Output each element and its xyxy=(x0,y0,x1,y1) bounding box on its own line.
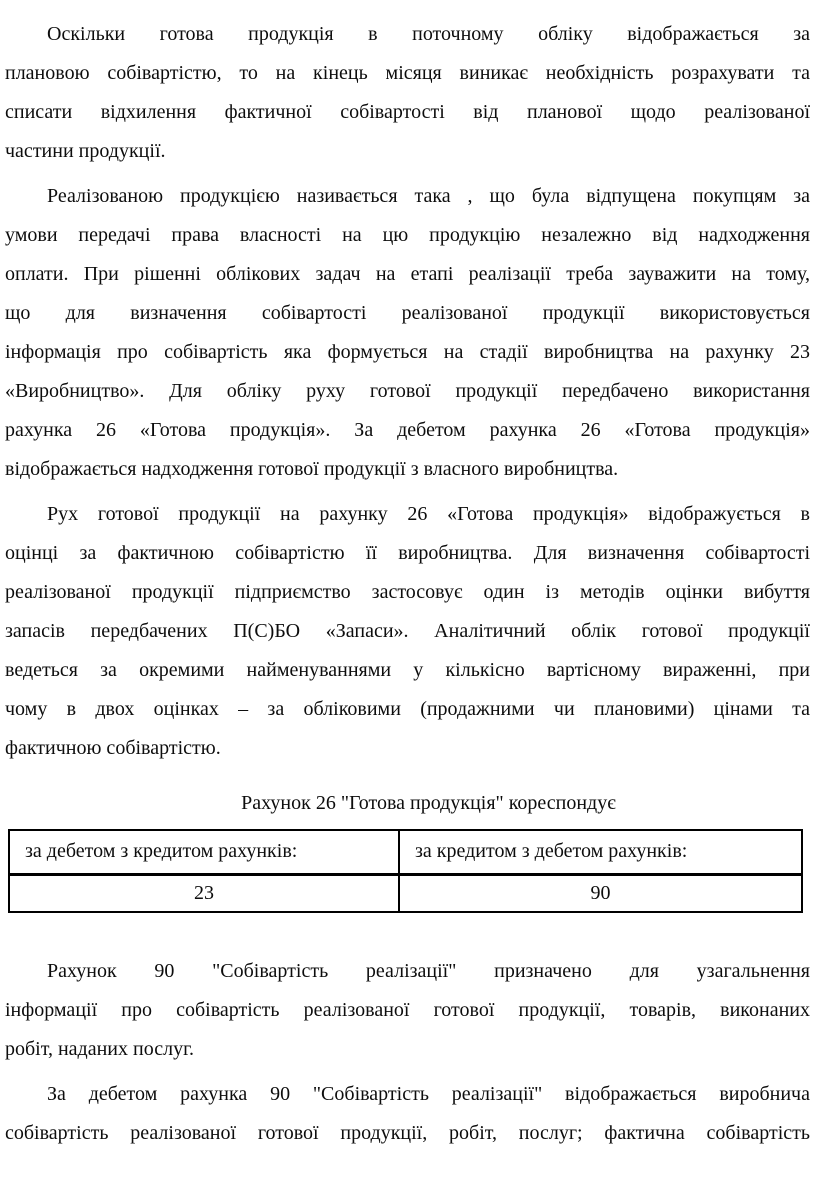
table-value-debit: 23 xyxy=(9,874,399,912)
table-header-credit: за кредитом з дебетом рахунків: xyxy=(399,830,802,874)
table-header-row xyxy=(9,830,802,874)
correspondence-table xyxy=(8,829,803,913)
paragraph-account-90-purpose xyxy=(5,952,810,1069)
text-line: Рух готової продукції на рахунку 26 «Готова продукція» відображується в xyxy=(47,503,810,525)
paragraph-account-90-debit xyxy=(5,1075,810,1153)
paragraph-sold-production xyxy=(5,177,810,489)
text-line: відображається надходження готової продукції з власного виробництва. xyxy=(5,458,619,480)
text-line: оплати. При рішенні облікових задач на етапі реалізації треба зауважити на тому, xyxy=(5,263,810,285)
text-line: що для визначення собівартості реалізованої продукції використовується xyxy=(5,302,810,324)
text-line: Рахунок 90 "Собівартість реалізації" призначено для узагальнення xyxy=(47,960,810,982)
text-line: «Виробництво». Для обліку руху готової продукції передбачено використання xyxy=(5,380,810,402)
paragraph-planned-cost xyxy=(5,15,810,171)
text-line: оцінці за фактичною собівартістю її виробництва. Для визначення собівартості xyxy=(5,542,810,564)
text-line: Оскільки готова продукція в поточному обліку відображається за xyxy=(47,23,810,45)
text-line: чому в двох оцінках – за обліковими (продажними чи плановими) цінами та xyxy=(5,698,810,720)
text-line: умови передачі права власності на цю продукцію незалежно від надходження xyxy=(5,224,810,246)
text-line: рахунка 26 «Готова продукція». За дебетом рахунка 26 «Готова продукція» xyxy=(5,419,810,441)
table-value-row xyxy=(9,874,802,912)
text-line: Реалізованою продукцією називається така , що була відпущена покупцям за xyxy=(47,185,810,207)
table-header-debit: за дебетом з кредитом рахунків: xyxy=(9,830,399,874)
text-line: інформації про собівартість реалізованої готової продукції, товарів, виконаних xyxy=(5,999,810,1021)
text-line: фактичною собівартістю. xyxy=(5,737,221,759)
text-line: запасів передбачених П(С)БО «Запаси». Аналітичний облік готової продукції xyxy=(5,620,810,642)
text-line: За дебетом рахунка 90 "Собівартість реалізації" відображається виробнича xyxy=(47,1083,810,1105)
table-caption-heading: Рахунок 26 "Готова продукція" кореспондує xyxy=(241,792,616,814)
text-line: робіт, наданих послуг. xyxy=(5,1038,195,1060)
paragraph-account-26-movement xyxy=(5,495,810,768)
text-line: реалізованої продукції підприємство застосовує один із методів оцінки вибуття xyxy=(5,581,810,603)
text-line: плановою собівартістю, то на кінець місяця виникає необхідність розрахувати та xyxy=(5,62,810,84)
text-line: інформація про собівартість яка формується на стадії виробництва на рахунку 23 xyxy=(5,341,810,363)
text-line: частини продукції. xyxy=(5,140,166,162)
text-line: собівартість реалізованої готової продукції, робіт, послуг; фактична собівартість xyxy=(5,1122,810,1144)
table-value-credit: 90 xyxy=(399,874,802,912)
text-line: ведеться за окремими найменуваннями у кількісно вартісному вираженні, при xyxy=(5,659,810,681)
text-line: списати відхилення фактичної собівартості від планової щодо реалізованої xyxy=(5,101,810,123)
